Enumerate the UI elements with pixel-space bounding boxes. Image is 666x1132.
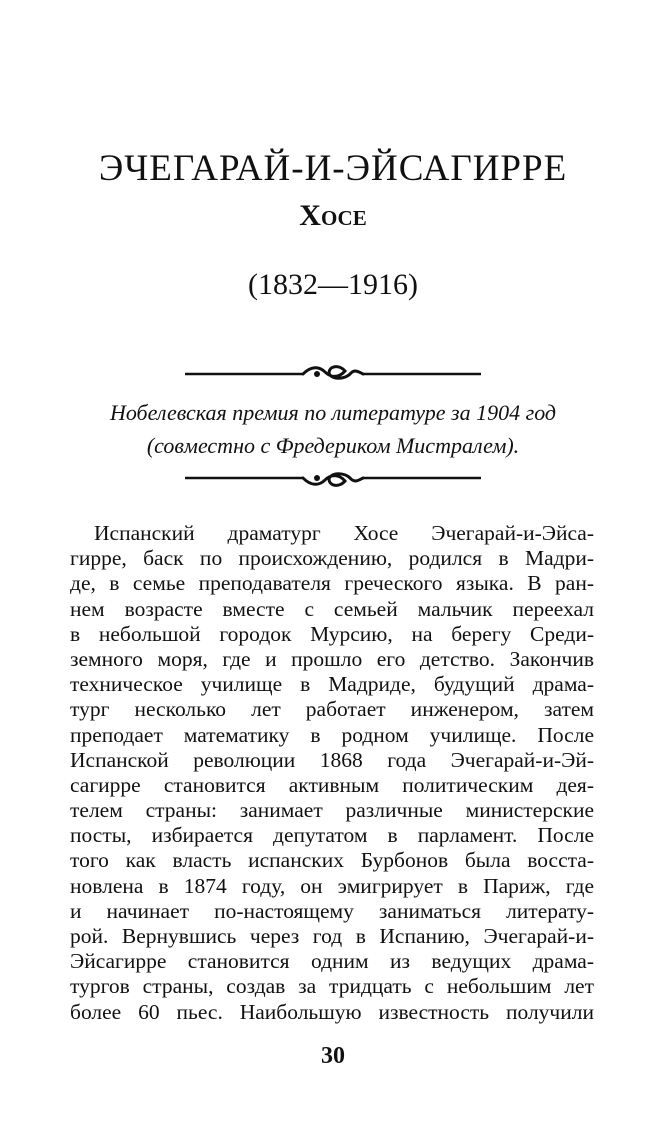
text-line: новлена в 1874 году, он эмигрирует в Париж, где	[70, 873, 594, 898]
text-line: Испанский драматург Хосе Эчегарай-и-Эйса-	[94, 521, 594, 545]
text-line: Испанской революции 1868 года Эчегарай-и-Эй-	[70, 747, 594, 772]
decorative-divider-bottom	[185, 468, 481, 492]
text-line: того как власть испанских Бурбонов была восста-	[70, 848, 594, 873]
text-line: преподает математику в родном училище. После	[70, 722, 594, 747]
nobel-prize-line: Нобелевская премия по литературе за 1904 год	[109, 400, 557, 425]
author-life-years: (1832—1916)	[248, 268, 418, 301]
nobel-prize-note	[0, 396, 666, 462]
text-line: посты, избирается депутатом в парламент. После	[70, 823, 594, 848]
nobel-prize-line: (совместно с Фредериком Мистралем).	[146, 433, 520, 458]
biography-text	[70, 521, 594, 1025]
text-line: более 60 пьес. Наибольшую известность получили	[70, 999, 594, 1024]
text-line: в небольшой городок Мурсию, на берегу Среди-	[70, 621, 594, 646]
text-line: тургов страны, создав за тридцать с небольшим лет	[70, 974, 594, 999]
text-line: техническое училище в Мадриде, будущий драма-	[70, 672, 594, 697]
decorative-divider-top	[185, 360, 481, 384]
text-line: де, в семье преподавателя греческого языка. В ран-	[70, 571, 594, 596]
author-given-name: Хосе	[299, 199, 367, 232]
text-line: нем возрасте вместе с семьей мальчик переехал	[70, 596, 594, 621]
text-line: рой. Вернувшись через год в Испанию, Эчегарай-и-	[70, 924, 594, 948]
page-number: 30	[321, 1043, 345, 1069]
text-line: тург несколько лет работает инженером, затем	[70, 697, 594, 722]
text-line: земного моря, где и прошло его детство. Закончив	[70, 646, 594, 671]
text-line: Эйсагирре становится одним из ведущих драма-	[70, 949, 594, 974]
text-line: телем страны: занимает различные министерские	[70, 798, 594, 823]
text-line: и начинает по-настоящему заниматься литерату-	[70, 898, 594, 923]
author-surname-heading: ЭЧЕГАРАЙ-И-ЭЙСАГИРРЕ	[98, 148, 568, 189]
text-line: гирре, баск по происхождению, родился в Мадри-	[70, 546, 594, 571]
text-line: сагирре становится активным политическим дея-	[70, 772, 594, 797]
